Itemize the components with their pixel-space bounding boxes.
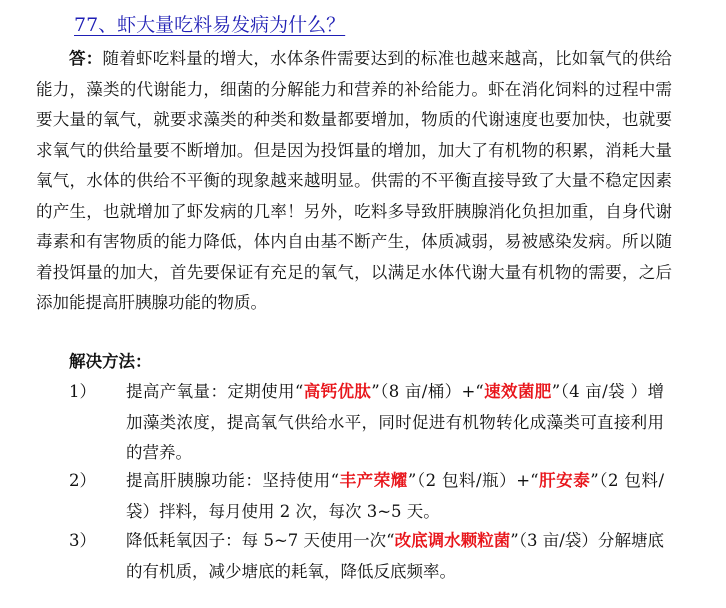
answer-paragraph (36, 44, 672, 319)
solution-text (126, 466, 664, 527)
product-name: 速效菌肥 (483, 382, 552, 401)
solution-suffix: ”（4 亩/袋 ）增加藻类浓度，提高氧气供给水平，同时促进有机物转化成藻类可直接利用的营养。 (126, 382, 665, 462)
solution-prefix: 提高肝胰腺功能：坚持使用“ (126, 471, 340, 490)
solution-text (126, 377, 664, 469)
product-name: 丰产荣耀 (339, 471, 408, 490)
solution-prefix: 提高产氧量：定期使用“ (126, 382, 304, 401)
product-name: 高钙优肽 (303, 382, 372, 401)
question-title: 77、虾大量吃料易发病为什么？ (74, 14, 346, 36)
solution-number: 3） (69, 531, 96, 550)
solution-mid: ”（8 亩/桶）+“ (371, 382, 484, 401)
answer-text: 随着虾吃料量的增大，水体条件需要达到的标准也越来越高，比如氧气的供给能力，藻类的代谢能力，细菌的分解能力和营养的补给能力。虾在消化饲料的过程中需要大量的氧气，就要求藻类的种类和数量都要增加，物质的代谢速度也要加快，也就要求氧气的供给量要不断增加。但是因为投饵量的增加，加大了有机物的积累，消耗大量氧气，水体的供给不平衡的现象越来越明显。供需的不平衡直接导致了大量不稳定因素的产生，也就增加了虾发病的几率！另外，吃料多导致肝胰腺消化负担加重，自身代谢毒素和有害物质的能力降低，体内自由基不断产生，体质减弱，易被感染发病。所以随着投饵量的加大，首先要保证有充足的氧气，以满足水体代谢大量有机物的需要，之后添加能提高肝胰腺功能的物质。 (36, 49, 673, 312)
solutions-heading: 解决方法： (69, 352, 152, 371)
solution-text (126, 526, 664, 587)
solution-mid: ”（3 亩/袋）分解塘底的有机质，减少塘底的耗氧，降低反底频率。 (126, 531, 664, 581)
product-name: 改底调水颗粒菌 (394, 531, 511, 550)
solution-mid: ”（2 包料/瓶）+“ (407, 471, 539, 490)
solution-number: 1） (69, 382, 96, 401)
solution-prefix: 降低耗氧因子：每 5~7 天使用一次“ (126, 531, 395, 550)
solution-suffix: ”（2 包料/袋）拌料，每月使用 2 次，每次 3~5 天。 (126, 471, 665, 521)
answer-label: 答： (69, 49, 103, 68)
product-name: 肝安泰 (538, 471, 591, 490)
solution-number: 2） (69, 471, 96, 490)
